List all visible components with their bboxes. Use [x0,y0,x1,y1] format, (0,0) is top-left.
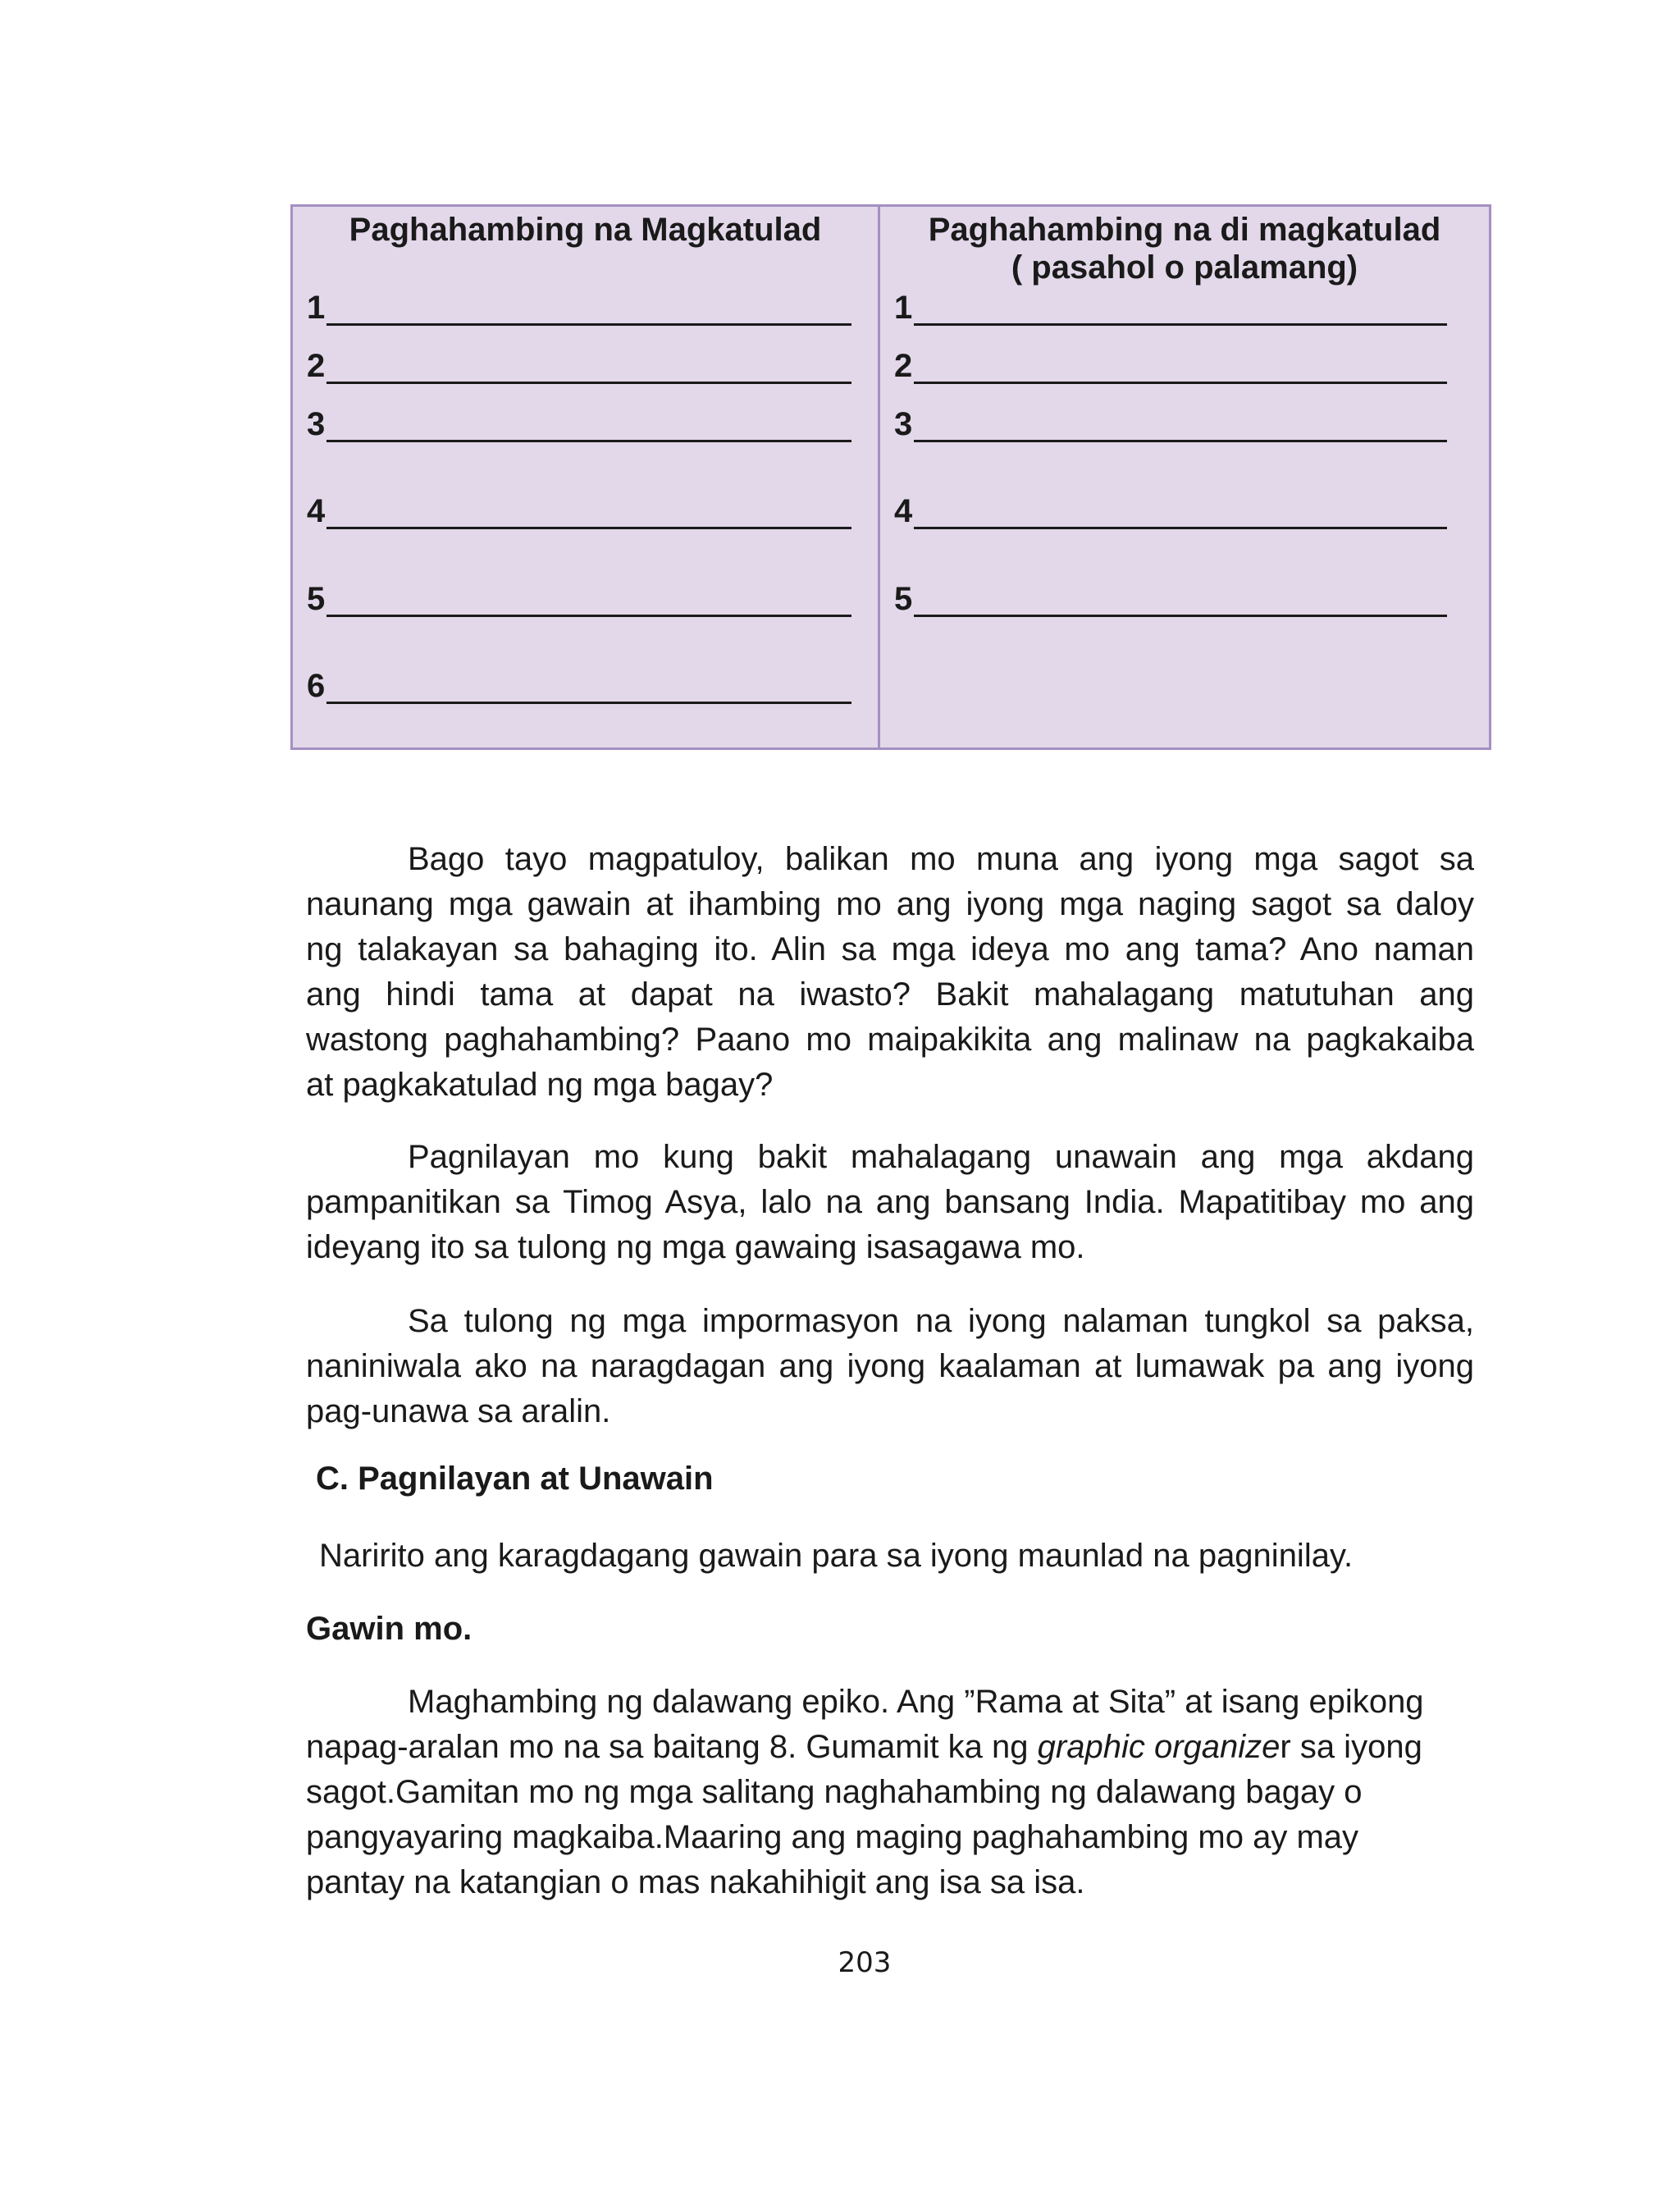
similar-item-5[interactable]: 5 [307,581,851,617]
dissimilar-item-2[interactable]: 2 [894,348,1447,384]
paragraph-reflect [306,1135,1474,1270]
answer-blank[interactable] [914,494,1447,529]
answer-blank[interactable] [326,290,851,326]
paragraph-line: sagot.Gamitan mo ng mga salitang naghahambing ng dalawang bagay o [306,1774,1363,1810]
similar-item-1[interactable]: 1 [307,290,851,326]
similar-comparison-header: Paghahambing na Magkatulad [349,212,822,248]
dissimilar-item-1[interactable]: 1 [894,290,1447,326]
answer-blank[interactable] [326,669,851,704]
activity-heading: Gawin mo. [306,1611,472,1647]
paragraph-line: pantay na katangian o mas nakahihigit ang isa sa isa. [306,1864,1085,1900]
answer-blank[interactable] [326,407,851,442]
paragraph-line: naunang mga gawain at ihambing mo ang iyong mga naging sagot sa daloy [306,886,1474,922]
italic-term: graphic organize [1037,1729,1281,1765]
paragraph-line: ang hindi tama at dapat na iwasto? Bakit mahalagang matutuhan ang [306,976,1474,1013]
dissimilar-item-4[interactable]: 4 [894,493,1447,529]
answer-blank[interactable] [326,582,851,617]
paragraph-line: pag-unawa sa aralin. [306,1393,611,1429]
paragraph-line: Bago tayo magpatuloy, balikan mo muna ang iyong mga sagot sa [408,841,1474,877]
section-heading: C. Pagnilayan at Unawain [316,1461,714,1497]
paragraph-line: pampanitikan sa Timog Asya, lalo na ang bansang India. Mapatitibay mo ang [306,1184,1474,1220]
paragraph-activity [306,1680,1474,1905]
page-number: 203 [838,1946,892,1979]
paragraph-line: Pagnilayan mo kung bakit mahalagang unawain ang mga akdang [408,1139,1474,1175]
paragraph-line: wastong paghahambing? Paano mo maipakikita ang malinaw na pagkakaiba [306,1022,1474,1058]
dissimilar-comparison-column [880,207,1489,748]
paragraph-review [306,837,1474,1108]
dissimilar-item-5[interactable]: 5 [894,581,1447,617]
similar-item-6[interactable]: 6 [307,668,851,704]
dissimilar-comparison-header: Paghahambing na di magkatulad [928,212,1441,248]
paragraph-line: ng talakayan sa bahaging ito. Alin sa mga ideya mo ang tama? Ano naman [306,931,1474,967]
paragraph-line: at pagkakatulad ng mga bagay? [306,1067,774,1103]
paragraph-line: pangyayaring magkaiba.Maaring ang maging paghahambing mo ay may [306,1819,1359,1855]
paragraph-line: napag-aralan mo na sa baitang 8. Gumamit ka ng graphic organizer sa iyong [306,1729,1422,1765]
similar-item-4[interactable]: 4 [307,493,851,529]
dissimilar-comparison-subheader: ( pasahol o palamang) [1011,249,1358,286]
similar-item-2[interactable]: 2 [307,348,851,384]
paragraph-line: Maghambing ng dalawang epiko. Ang ”Rama at Sita” at isang epikong [408,1684,1424,1720]
comparison-table [290,204,1491,750]
similar-comparison-column [293,207,880,748]
paragraph-line: ideyang ito sa tulong ng mga gawaing isasagawa mo. [306,1229,1085,1265]
paragraph-line: naniniwala ako na naragdagan ang iyong kaalaman at lumawak pa ang iyong [306,1348,1474,1384]
paragraph-information [306,1299,1474,1434]
paragraph-line: Sa tulong ng mga impormasyon na iyong nalaman tungkol sa paksa, [408,1303,1474,1339]
similar-item-3[interactable]: 3 [307,406,851,442]
answer-blank[interactable] [914,582,1447,617]
answer-blank[interactable] [326,349,851,384]
dissimilar-item-3[interactable]: 3 [894,406,1447,442]
answer-blank[interactable] [914,407,1447,442]
answer-blank[interactable] [914,349,1447,384]
answer-blank[interactable] [326,494,851,529]
section-intro: Naririto ang karagdagang gawain para sa iyong maunlad na pagninilay. [319,1538,1354,1574]
answer-blank[interactable] [914,290,1447,326]
